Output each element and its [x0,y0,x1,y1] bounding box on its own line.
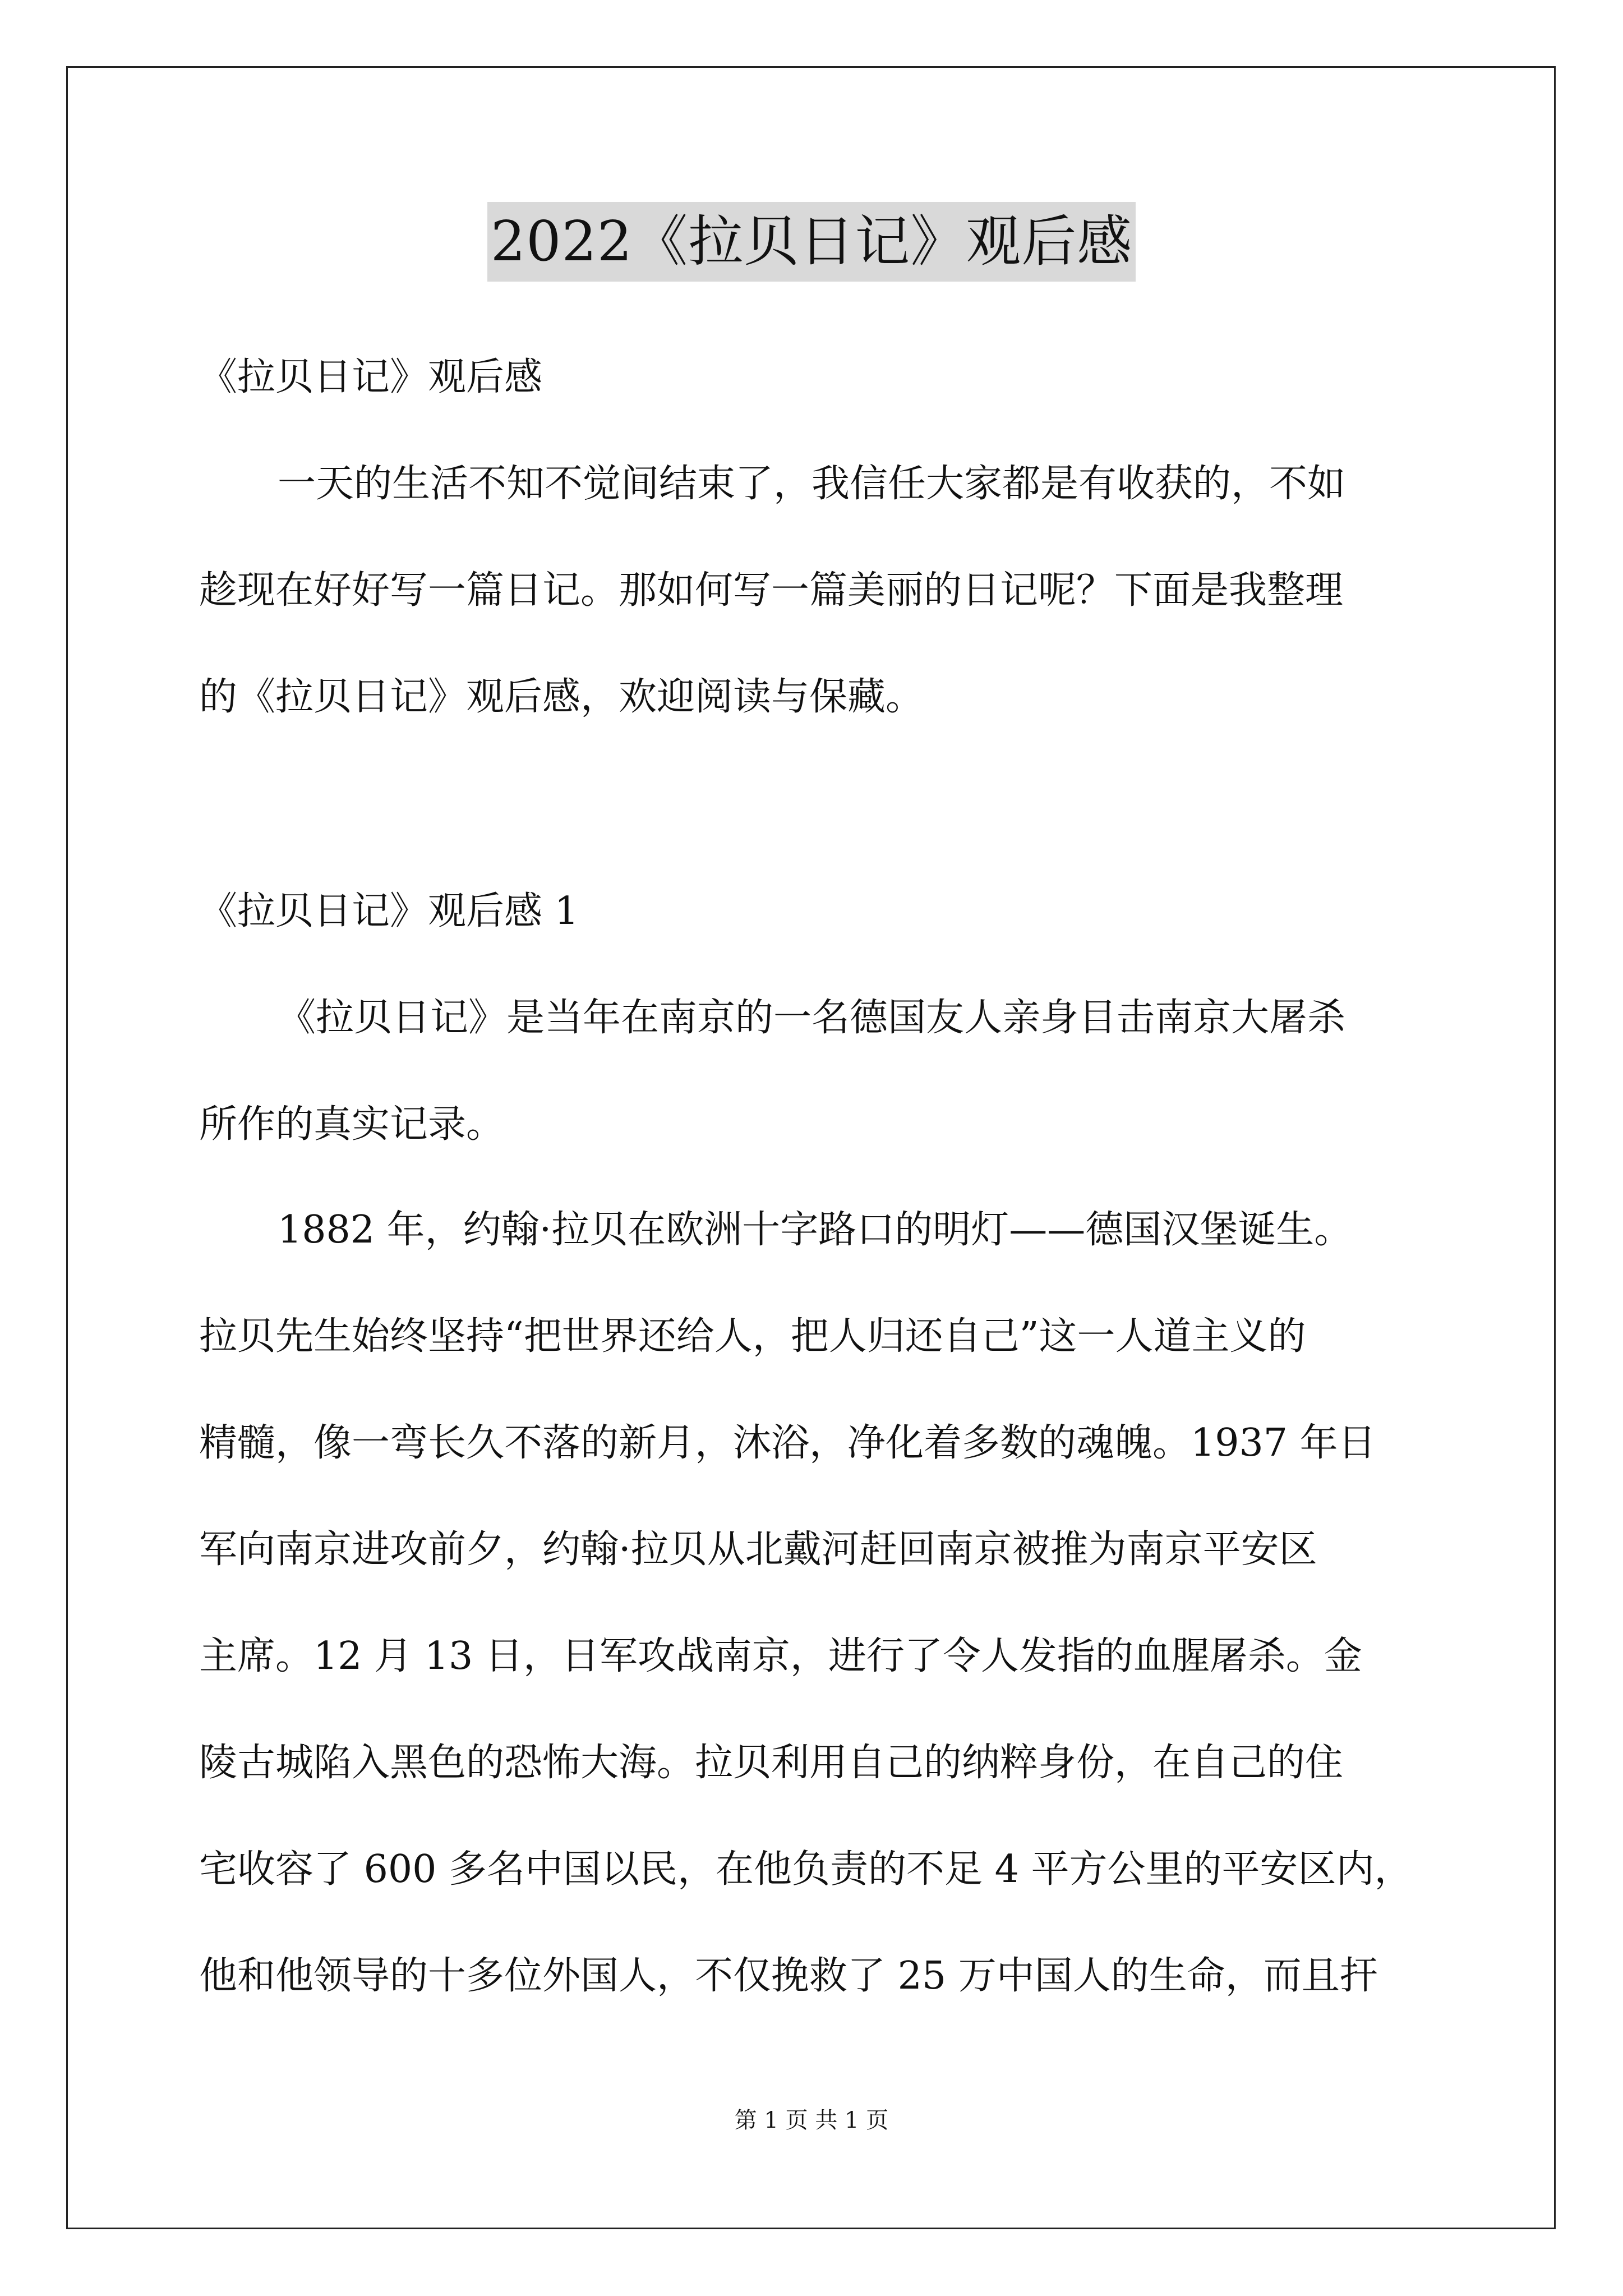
section-heading: 《拉贝日记》观后感 1 [199,889,579,933]
paragraph-line: 精髓，像一弯长久不落的新月，沐浴，净化着多数的魂魄。1937 年日 [199,1421,1376,1465]
paragraph-line: 宅收容了 600 多名中国以民，在他负责的不足 4 平方公里的平安区内， [199,1847,1413,1892]
page-footer: 第 1 页 共 1 页 [734,2108,889,2133]
title-container [0,202,1623,282]
paragraph-line: 《拉贝日记》是当年在南京的一名德国友人亲身目击南京大屠杀 [278,996,1346,1040]
paragraph-line: 1882 年，约翰·拉贝在欧洲十字路口的明灯——德国汉堡诞生。 [278,1208,1353,1252]
document-title[interactable]: 2022《拉贝日记》观后感 [487,202,1136,282]
intro-line: 的《拉贝日记》观后感，欢迎阅读与保藏。 [199,675,924,719]
document-subtitle: 《拉贝日记》观后感 [199,355,543,399]
paragraph-line: 陵古城陷入黑色的恐怖大海。拉贝利用自己的纳粹身份，在自己的住 [199,1741,1344,1785]
paragraph-line: 主席。12 月 13 日，日军攻战南京，进行了令人发指的血腥屠杀。金 [199,1634,1362,1678]
paragraph-line: 拉贝先生始终坚持“把世界还给人，把人归还自己”这一人道主义的 [199,1314,1306,1359]
intro-line: 趁现在好好写一篇日记。那如何写一篇美丽的日记呢？下面是我整理 [199,568,1344,613]
intro-line: 一天的生活不知不觉间结束了，我信任大家都是有收获的，不如 [278,462,1346,506]
paragraph-line: 他和他领导的十多位外国人，不仅挽救了 25 万中国人的生命，而且扞 [199,1954,1378,1998]
paragraph-line: 军向南京进攻前夕，约翰·拉贝从北戴河赶回南京被推为南京平安区 [199,1527,1317,1572]
paragraph-line: 所作的真实记录。 [199,1102,505,1147]
